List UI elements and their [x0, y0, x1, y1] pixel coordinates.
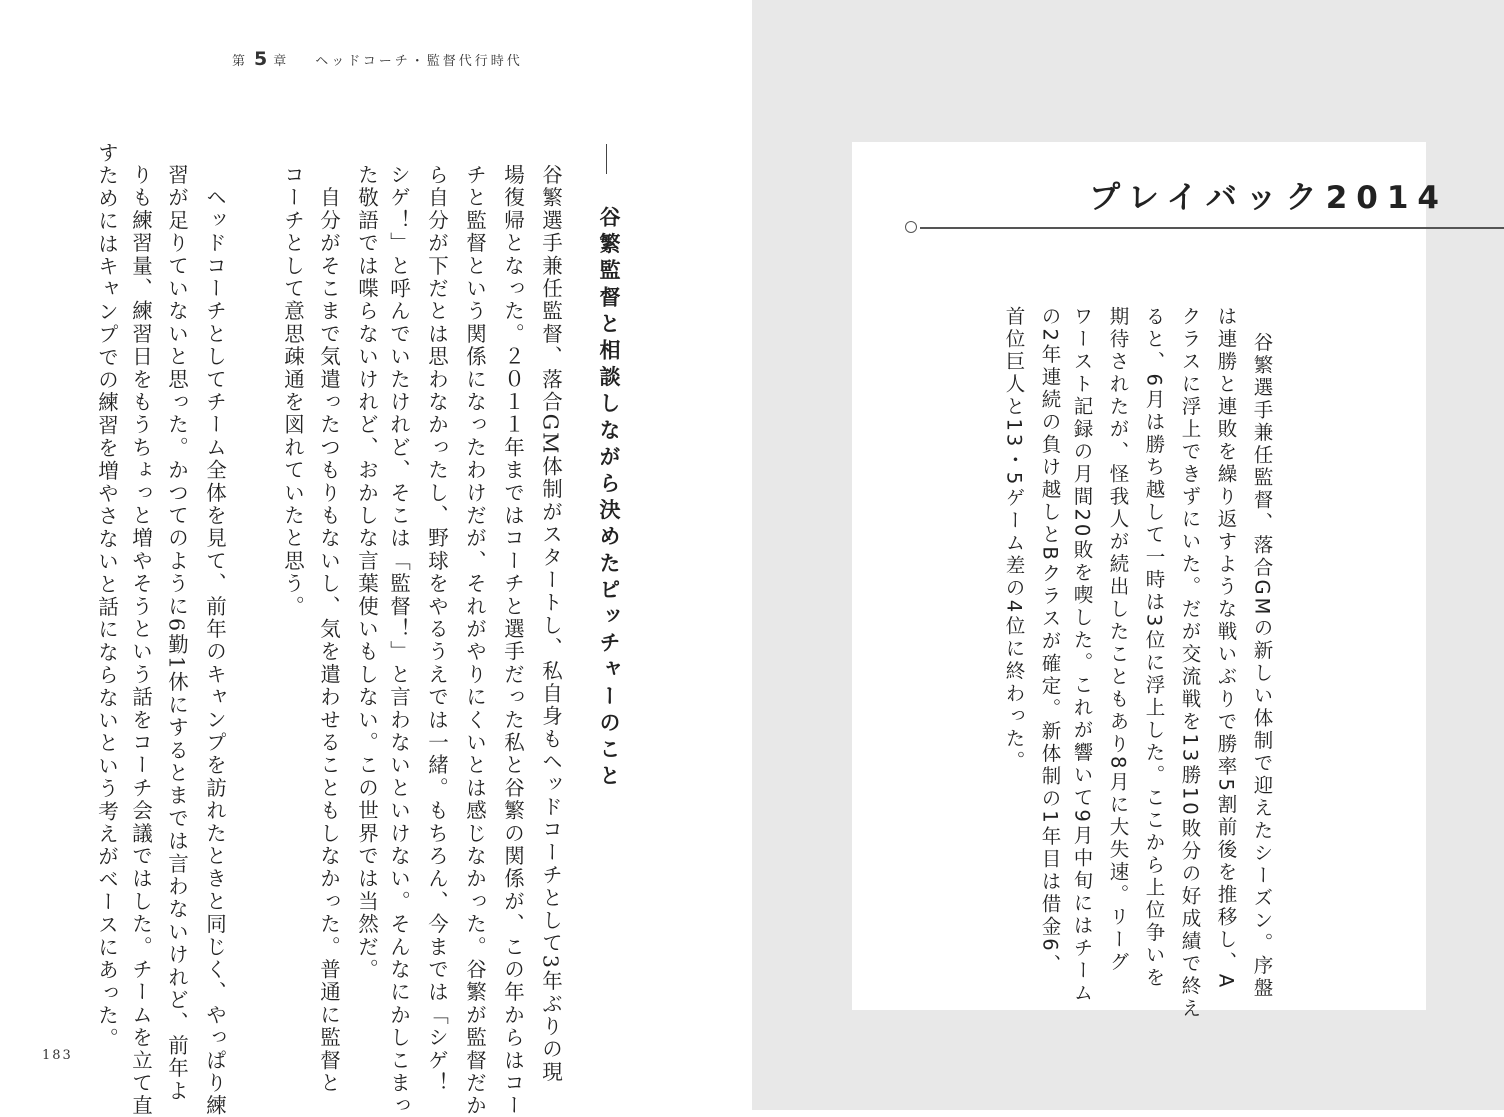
playback-column: の2年連続の負け越しとBクラスが確定。新体制の1年目は借金6、 [1038, 306, 1062, 977]
playback-title: プレイバック2014 [1089, 180, 1448, 216]
running-head [232, 48, 523, 70]
circle-bullet-icon [905, 221, 917, 233]
chapter-title: ヘッドコーチ・監督代行時代 [315, 54, 523, 69]
playback-column: クラスに浮上できずにいた。だが交流戦を13勝10敗分の好成績で終え [1178, 306, 1202, 1021]
heading-rule [606, 144, 607, 174]
playback-rule [920, 227, 1504, 229]
body-column: 谷繁選手兼任監督、落合GM体制がスタートし、私自身もヘッドコーチとして3年ぶりの現 [538, 164, 563, 1084]
chapter-number: 5 [254, 48, 268, 70]
body-column: ヘッドコーチとしてチーム全体を見て、前年のキャンプを訪れたときと同じく、やっぱり練 [202, 164, 227, 1117]
playback-column: 期待されたが、怪我人が続出したこともあり8月に大失速。リーグ [1106, 306, 1130, 974]
body-column: 場復帰となった。２０１１年まではコーチと選手だった私と谷繁の関係が、この年からはコー [500, 164, 525, 1117]
playback-column: 谷繁選手兼任監督、落合GMの新しい体制で迎えたシーズン。序盤 [1250, 332, 1274, 1000]
playback-column: 首位巨人と13・5ゲーム差の4位に終わった。 [1002, 306, 1026, 773]
playback-column: は連勝と連敗を繰り返すような戦いぶりで勝率5割前後を推移し、A [1214, 306, 1238, 991]
body-column: チと監督という関係になったわけだが、それがやりにくいとは感じなかった。谷繁が監督だか [462, 164, 487, 1117]
body-column: ら自分が下だとは思わなかったし、野球をやるうえでは一緒。もちろん、今までは「シゲ！ [424, 164, 449, 1095]
body-column: りも練習量、練習日をもうちょっと増やそうという話をコーチ会議ではした。チームを立て直 [128, 164, 153, 1117]
body-column: コーチとして意思疎通を図れていたと思う。 [280, 164, 305, 618]
body-column: た敬語では喋らないけれど、おかしな言葉使いもしない。この世界では当然だ。 [354, 164, 379, 982]
body-column: 自分がそこまで気遣ったつもりもないし、気を遣わせることもしなかった。普通に監督と [316, 164, 341, 1095]
page-number: 183 [42, 1048, 73, 1063]
body-column: 習が足りていないと思った。かつてのように6勤1休にするとまでは言わないけれど、前年よ [164, 164, 189, 1103]
playback-box [852, 142, 1426, 1010]
chapter-prefix: 第 [232, 54, 249, 69]
playback-column: ワースト記録の月間20敗を喫した。これが響いて9月中旬にはチーム [1070, 306, 1094, 1005]
body-column: シゲ！」と呼んでいたけれど、そこは「監督！」と言わないといけない。そんなにかしこまっ [386, 164, 411, 1117]
playback-column: ると、6月は勝ち越して一時は3位に浮上した。ここから上位争いを [1142, 306, 1166, 990]
section-heading: 谷繁監督と相談しながら決めたピッチャーのこと [597, 206, 621, 792]
chapter-suffix: 章 [273, 54, 290, 69]
body-column: すためにはキャンプでの練習を増やさないと話にならないという考えがベースにあった。 [94, 142, 119, 1050]
